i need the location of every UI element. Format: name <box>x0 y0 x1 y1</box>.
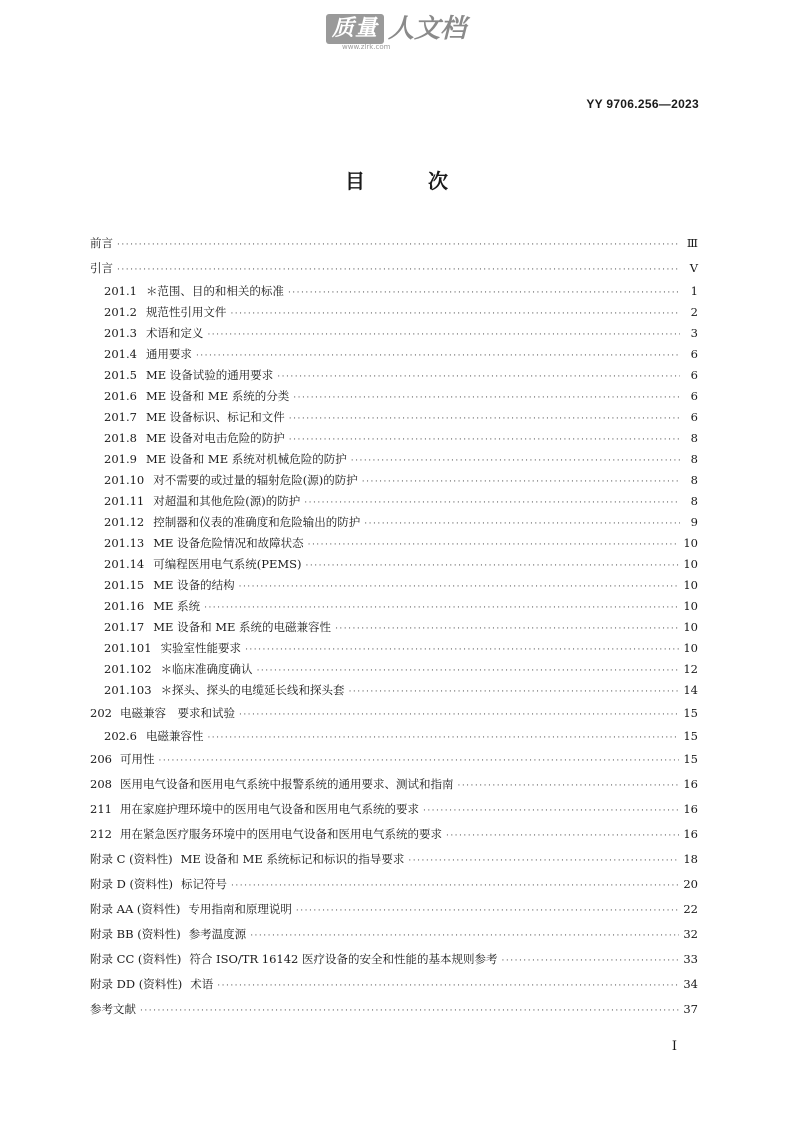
toc-leader-dots <box>257 661 680 682</box>
toc-entry-page: 16 <box>683 827 698 841</box>
toc-entry-label: 对不需要的或过量的辐射危险(源)的防护 <box>153 473 358 487</box>
toc-entry-number: 208 <box>90 777 112 791</box>
toc-entry[interactable] <box>90 302 698 323</box>
toc-entry-page: 20 <box>683 877 698 891</box>
toc-entry[interactable] <box>90 596 698 617</box>
toc-entry-label: ME 设备和 ME 系统的电磁兼容性 <box>153 620 332 634</box>
toc-entry-page: 10 <box>683 599 698 613</box>
toc-entry-number: 201.8 <box>104 431 137 445</box>
toc-leader-dots <box>446 824 679 849</box>
toc-entry-number: 201.12 <box>104 515 145 529</box>
toc-entry-page: 16 <box>683 777 698 791</box>
toc-entry[interactable] <box>90 449 698 470</box>
toc-entry-label: ME 系统 <box>153 599 201 613</box>
toc-leader-dots <box>349 682 680 703</box>
toc-entry-number: 201.3 <box>104 326 137 340</box>
toc-entry-label: ME 设备和 ME 系统对机械危险的防护 <box>145 452 347 466</box>
toc-entry-page: 15 <box>683 706 698 720</box>
toc-entry[interactable] <box>90 365 698 386</box>
toc-entry-number: 202.6 <box>104 729 137 743</box>
toc-entry-label: 对超温和其他危险(源)的防护 <box>153 494 301 508</box>
toc-entry-label: 电磁兼容 要求和试验 <box>119 706 235 720</box>
toc-entry-number: 201.16 <box>104 599 145 613</box>
toc-entry-label: 可编程医用电气系统(PEMS) <box>153 557 302 571</box>
toc-entry-page: 10 <box>683 641 698 655</box>
toc-entry-page: 12 <box>683 662 698 676</box>
toc-entry-number: 附录 D (资料性) <box>90 877 174 891</box>
toc-leader-dots <box>351 451 680 472</box>
toc-entry[interactable] <box>90 512 698 533</box>
standard-number: YY 9706.256—2023 <box>586 97 699 111</box>
toc-entry-label: 标记符号 <box>181 877 228 891</box>
toc-entry-label: ME 设备危险情况和故障状态 <box>153 536 304 550</box>
toc-entry-number: 201.9 <box>104 452 137 466</box>
toc-entry[interactable] <box>90 922 698 947</box>
toc-leader-dots <box>217 974 679 999</box>
toc-entry-label: ME 设备和 ME 系统标记和标识的指导要求 <box>180 852 405 866</box>
page-folio: Ⅰ <box>671 1039 677 1054</box>
toc-entry-label: ME 设备的结构 <box>153 578 235 592</box>
toc-entry-page: 3 <box>690 326 698 340</box>
toc-entry-label: 参考文献 <box>90 1002 136 1016</box>
toc-leader-dots <box>289 430 680 451</box>
toc-entry[interactable] <box>90 638 698 659</box>
toc-entry[interactable] <box>90 972 698 997</box>
toc-entry-label: ＊范围、目的和相关的标准 <box>145 284 284 298</box>
toc-entry-page: 8 <box>690 473 698 487</box>
toc-entry-label: 实验室性能要求 <box>160 641 242 655</box>
toc-entry-number: 附录 CC (资料性) <box>90 952 182 966</box>
toc-entry-label: ME 设备和 ME 系统的分类 <box>145 389 290 403</box>
watermark-logo <box>326 12 467 51</box>
toc-entry-label: 术语和定义 <box>145 326 204 340</box>
toc-entry[interactable] <box>90 822 698 847</box>
toc-entry-number: 201.6 <box>104 389 137 403</box>
toc-entry-number: 附录 BB (资料性) <box>90 927 181 941</box>
toc-leader-dots <box>117 258 680 283</box>
toc-entry-number: 附录 C (资料性) <box>90 852 173 866</box>
toc-leader-dots <box>117 233 680 258</box>
watermark-url: www.zlrk.com <box>342 43 391 51</box>
toc-entry[interactable] <box>90 726 698 747</box>
toc-entry[interactable] <box>90 428 698 449</box>
toc-entry-page: 33 <box>683 952 698 966</box>
toc-entry[interactable] <box>90 701 698 726</box>
toc-leader-dots <box>296 899 679 924</box>
toc-entry-number: 212 <box>90 827 112 841</box>
toc-leader-dots <box>250 924 679 949</box>
watermark-text: 人文档 <box>388 14 467 44</box>
toc-entry-page: 8 <box>690 452 698 466</box>
toc-leader-dots <box>306 556 680 577</box>
toc-entry-page: 14 <box>683 683 698 697</box>
toc-entry[interactable] <box>90 617 698 638</box>
toc-entry-label: 符合 ISO/TR 16142 医疗设备的安全和性能的基本规则参考 <box>189 952 498 966</box>
toc-entry[interactable] <box>90 281 698 302</box>
toc-entry-number: 201.11 <box>104 494 145 508</box>
toc-entry-label: 可用性 <box>119 752 155 766</box>
toc-entry[interactable] <box>90 897 698 922</box>
toc-entry-number: 201.10 <box>104 473 145 487</box>
toc-entry-label: ＊临床准确度确认 <box>160 662 253 676</box>
toc-entry-label: 用在紧急医疗服务环境中的医用电气设备和医用电气系统的要求 <box>119 827 442 841</box>
toc-leader-dots <box>231 874 679 899</box>
toc-entry-page: 15 <box>683 752 698 766</box>
toc-leader-dots <box>207 728 679 749</box>
watermark-badge: 质量 <box>326 14 384 44</box>
toc-entry-label: 通用要求 <box>145 347 192 361</box>
toc-entry-page: 8 <box>690 431 698 445</box>
toc-entry-number: 201.14 <box>104 557 145 571</box>
toc-entry-page: Ⅴ <box>689 261 698 275</box>
toc-leader-dots <box>239 703 679 728</box>
toc-leader-dots <box>423 799 679 824</box>
toc-entry-label: ME 设备试验的通用要求 <box>145 368 274 382</box>
toc-entry-page: 22 <box>683 902 698 916</box>
toc-entry[interactable] <box>90 797 698 822</box>
toc-entry-label: 引言 <box>90 261 113 275</box>
toc-leader-dots <box>277 367 680 388</box>
toc-entry-page: 8 <box>690 494 698 508</box>
toc-entry-page: 15 <box>683 729 698 743</box>
toc-leader-dots <box>289 409 680 430</box>
toc-entry-number: 202 <box>90 706 112 720</box>
toc-entry[interactable] <box>90 997 698 1022</box>
toc-entry[interactable] <box>90 659 698 680</box>
toc-entry-label: 用在家庭护理环境中的医用电气设备和医用电气系统的要求 <box>119 802 419 816</box>
toc-entry[interactable] <box>90 947 698 972</box>
toc-entry-number: 201.4 <box>104 347 137 361</box>
toc-leader-dots <box>362 472 680 493</box>
toc-entry-page: 6 <box>690 410 698 424</box>
toc-entry-number: 201.1 <box>104 284 137 298</box>
toc-entry-page: 37 <box>683 1002 698 1016</box>
toc-entry-label: 控制器和仪表的准确度和危险输出的防护 <box>153 515 361 529</box>
toc-leader-dots <box>293 388 680 409</box>
toc-leader-dots <box>335 619 679 640</box>
toc-entry-label: ME 设备对电击危险的防护 <box>145 431 285 445</box>
toc-entry-number: 206 <box>90 752 112 766</box>
toc-leader-dots <box>230 304 680 325</box>
toc-entry-label: 参考温度源 <box>188 927 247 941</box>
toc-leader-dots <box>158 749 679 774</box>
toc-leader-dots <box>308 535 680 556</box>
toc-entry-page: 1 <box>690 284 698 298</box>
toc-entry-page: 34 <box>683 977 698 991</box>
toc-entry-number: 201.2 <box>104 305 137 319</box>
toc-leader-dots <box>207 325 680 346</box>
toc-leader-dots <box>408 849 679 874</box>
toc-entry-number: 201.13 <box>104 536 145 550</box>
toc-entry[interactable] <box>90 407 698 428</box>
toc-entry-page: 16 <box>683 802 698 816</box>
toc-entry-page: 10 <box>683 557 698 571</box>
toc-leader-dots <box>196 346 680 367</box>
toc-entry-number: 201.103 <box>104 683 152 697</box>
toc-entry-label: 医用电气设备和医用电气系统中报警系统的通用要求、测试和指南 <box>119 777 454 791</box>
toc-entry[interactable] <box>90 680 698 701</box>
toc-entry-label: ME 设备标识、标记和文件 <box>145 410 285 424</box>
toc-entry-label: ＊探头、探头的电缆延长线和探头套 <box>160 683 345 697</box>
toc-leader-dots <box>304 493 680 514</box>
toc-entry-number: 211 <box>90 802 112 816</box>
toc-leader-dots <box>239 577 680 598</box>
toc-entry-number: 201.5 <box>104 368 137 382</box>
toc-entry-label: 术语 <box>190 977 214 991</box>
toc-entry-number: 201.17 <box>104 620 145 634</box>
toc-entry[interactable] <box>90 533 698 554</box>
table-of-contents <box>90 231 698 1022</box>
toc-entry-number: 201.15 <box>104 578 145 592</box>
toc-entry[interactable] <box>90 344 698 365</box>
toc-entry-page: 6 <box>690 347 698 361</box>
toc-leader-dots <box>364 514 680 535</box>
toc-entry-number: 附录 AA (资料性) <box>90 902 181 916</box>
toc-leader-dots <box>204 598 679 619</box>
toc-entry[interactable] <box>90 323 698 344</box>
toc-entry-page: 10 <box>683 536 698 550</box>
toc-leader-dots <box>457 774 679 799</box>
toc-entry-page: 9 <box>690 515 698 529</box>
toc-entry-number: 附录 DD (资料性) <box>90 977 183 991</box>
toc-entry-label: 前言 <box>90 236 113 250</box>
toc-entry-page: 10 <box>683 620 698 634</box>
toc-leader-dots <box>502 949 680 974</box>
toc-entry[interactable] <box>90 872 698 897</box>
toc-entry[interactable] <box>90 470 698 491</box>
toc-entry-page: 10 <box>683 578 698 592</box>
toc-entry[interactable] <box>90 256 698 281</box>
toc-entry-label: 专用指南和原理说明 <box>188 902 292 916</box>
toc-entry-page: 6 <box>690 389 698 403</box>
toc-entry[interactable] <box>90 747 698 772</box>
toc-entry-label: 规范性引用文件 <box>145 305 227 319</box>
toc-entry-page: 18 <box>683 852 698 866</box>
toc-entry-number: 201.102 <box>104 662 152 676</box>
toc-entry-page: 2 <box>690 305 698 319</box>
toc-entry[interactable] <box>90 847 698 872</box>
toc-entry-page: 6 <box>690 368 698 382</box>
toc-entry-page: Ⅲ <box>686 236 698 250</box>
toc-entry[interactable] <box>90 575 698 596</box>
toc-entry-label: 电磁兼容性 <box>145 729 204 743</box>
toc-leader-dots <box>140 999 679 1024</box>
toc-entry[interactable] <box>90 772 698 797</box>
page-title: 目 次 <box>345 169 476 193</box>
toc-entry-page: 32 <box>683 927 698 941</box>
toc-entry[interactable] <box>90 554 698 575</box>
toc-leader-dots <box>245 640 679 661</box>
toc-entry[interactable] <box>90 491 698 512</box>
toc-entry[interactable] <box>90 386 698 407</box>
toc-entry-number: 201.101 <box>104 641 152 655</box>
toc-entry[interactable] <box>90 231 698 256</box>
toc-entry-number: 201.7 <box>104 410 137 424</box>
toc-leader-dots <box>288 283 680 304</box>
